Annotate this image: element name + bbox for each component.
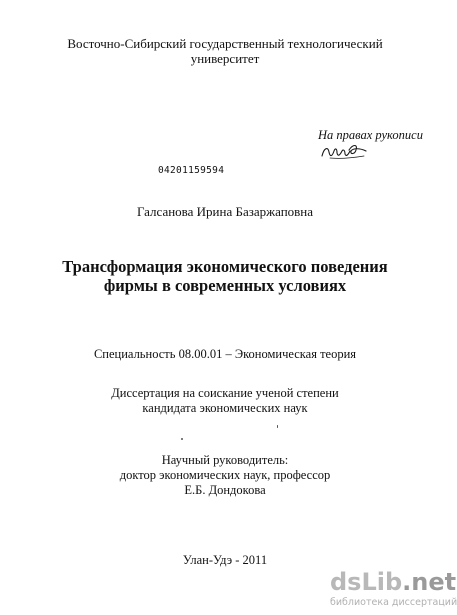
manuscript-rights-note: На правах рукописи (318, 128, 423, 142)
dslib-watermark (330, 568, 457, 612)
degree-statement-line1: Диссертация на соискание ученой степени (111, 386, 339, 400)
university-name-line2: университет (190, 51, 260, 66)
watermark-logo (330, 570, 456, 594)
degree-statement-line2: кандидата экономических наук (142, 401, 308, 415)
author-name: Галсанова Ирина Базаржаповна (136, 204, 314, 219)
scientific-advisor (0, 453, 450, 498)
university-name-line1: Восточно-Сибирский государственный технологический (67, 36, 383, 51)
university-name (0, 36, 450, 66)
watermark-logo-tld: .net (402, 568, 457, 596)
document-number: 04201159594 (158, 165, 225, 176)
dissertation-title-line2: фирмы в современных условиях (103, 276, 347, 295)
city-and-year: Улан-Удэ - 2011 (182, 553, 268, 567)
dissertation-title-line1: Трансформация экономического поведения (62, 257, 388, 276)
handwritten-signature (320, 142, 368, 162)
degree-statement (0, 386, 450, 416)
advisor-degree: доктор экономических наук, профессор (119, 468, 331, 482)
watermark-subtitle: библиотека диссертаций (330, 597, 457, 608)
advisor-name: Е.Б. Дондокова (184, 483, 266, 497)
scan-speck (181, 438, 183, 440)
specialty-line: Специальность 08.00.01 – Экономическая теория (93, 347, 357, 361)
watermark-logo-main: dsLib (330, 568, 403, 596)
advisor-heading: Научный руководитель: (161, 453, 289, 467)
dissertation-title (0, 257, 450, 295)
scan-speck (277, 425, 278, 428)
